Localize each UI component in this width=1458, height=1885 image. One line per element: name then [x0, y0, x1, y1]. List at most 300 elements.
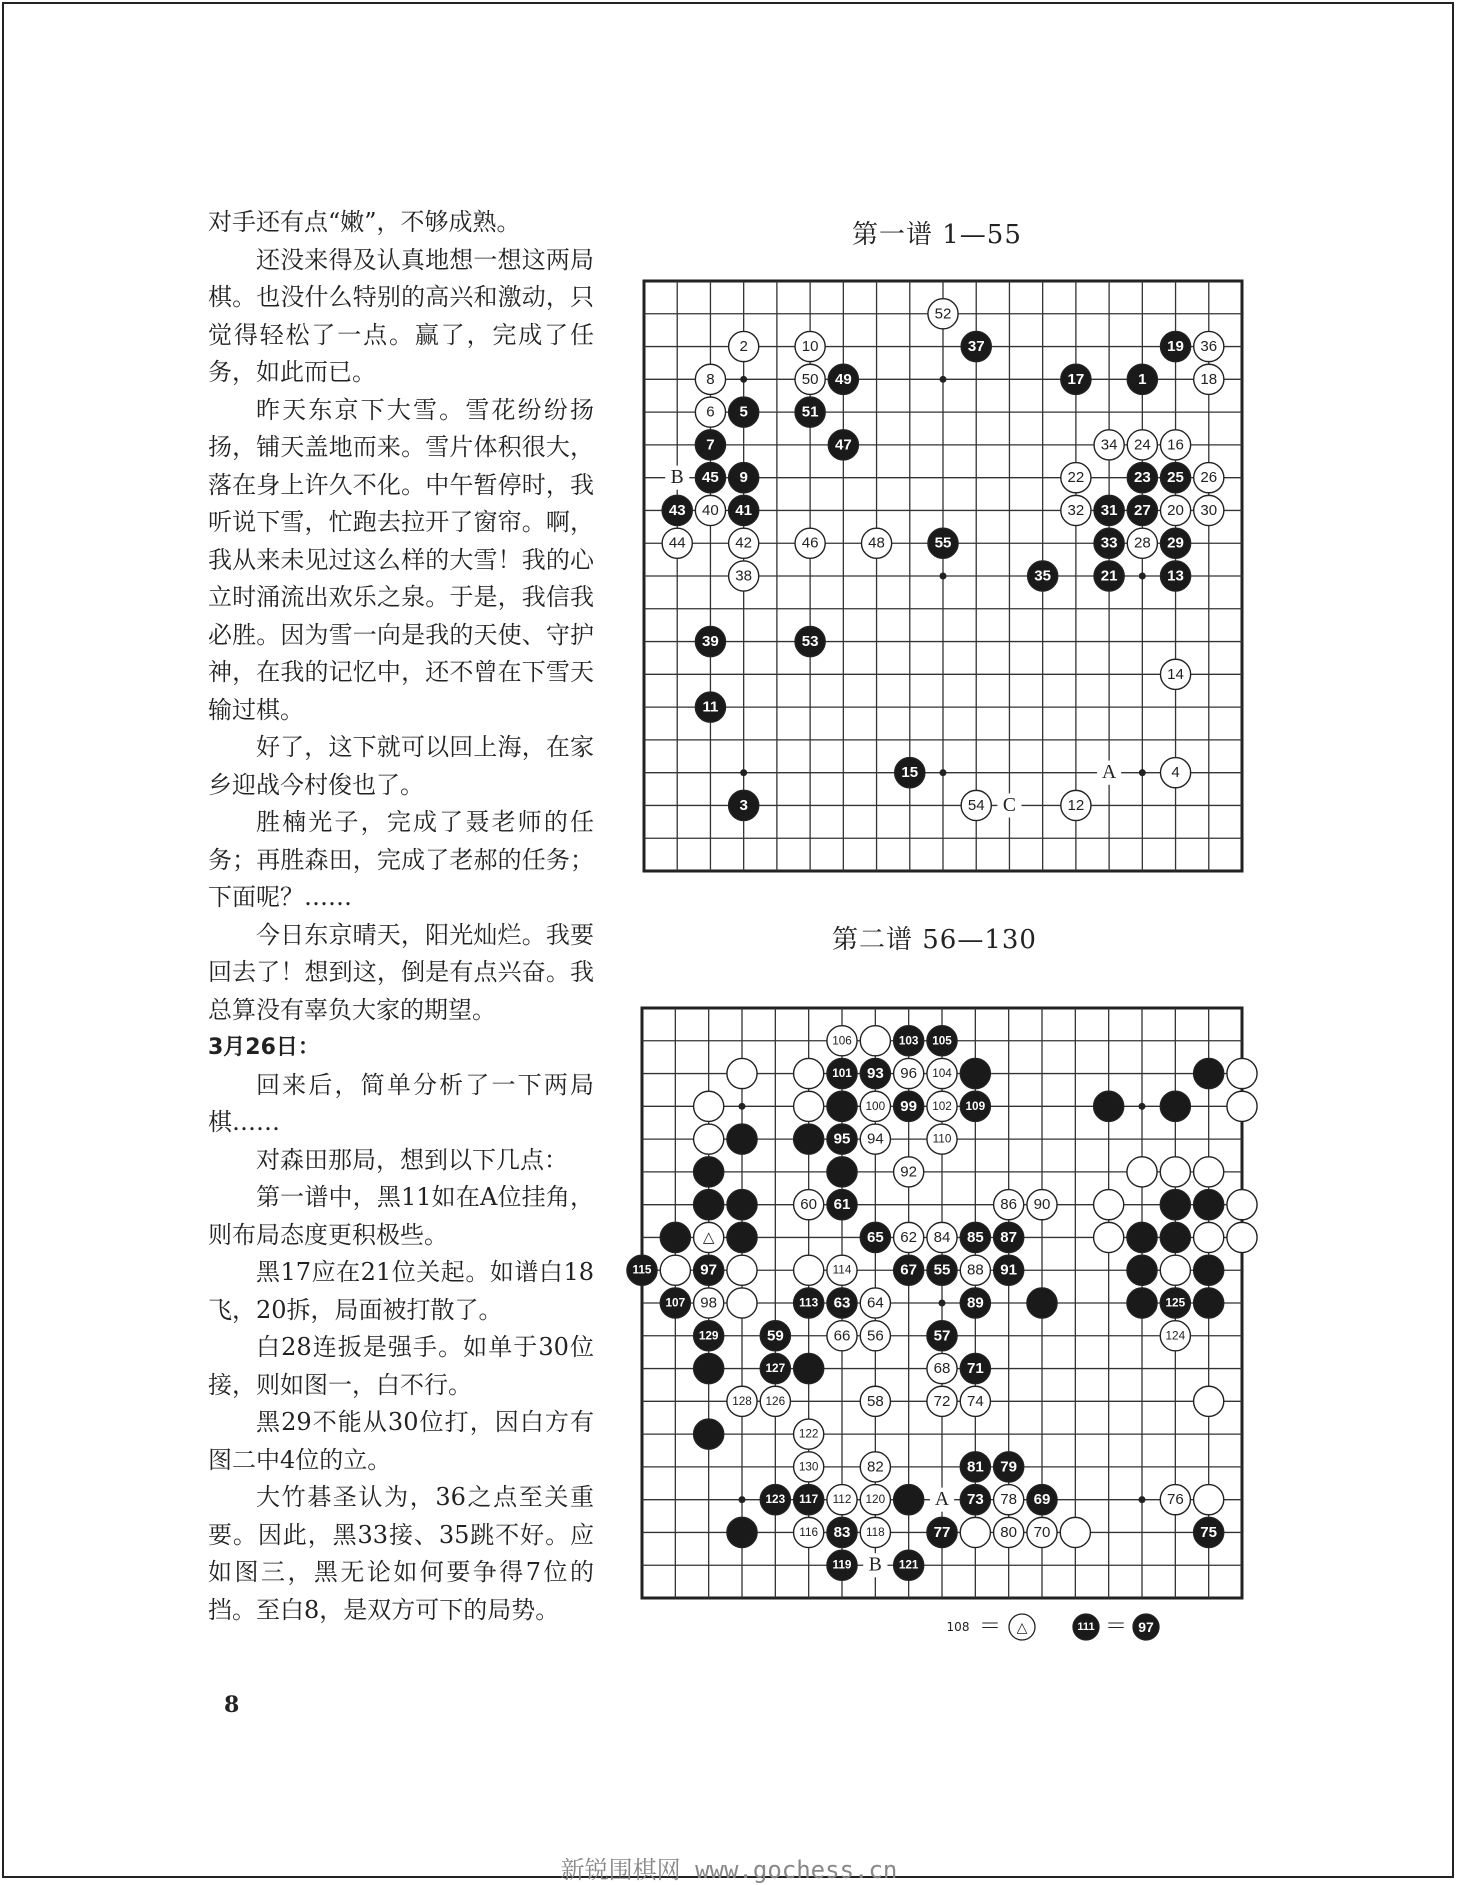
star-point	[939, 1300, 946, 1307]
white-stone	[795, 331, 825, 361]
star-point	[940, 376, 947, 383]
white-stone	[1160, 1255, 1190, 1285]
paragraph: 还没来得及认真地想一想这两局棋。也没什么特别的高兴和激动，只觉得轻松了一点。赢了，完成了任务，如此而已。	[208, 245, 594, 386]
white-stone	[1094, 1222, 1124, 1252]
move-number: 28	[1133, 534, 1151, 552]
move-number: 42	[735, 534, 753, 552]
star-point	[940, 573, 947, 580]
black-stone	[794, 1353, 824, 1383]
move-number: 87	[1000, 1228, 1018, 1246]
white-stone	[861, 528, 891, 558]
move-number: 59	[766, 1327, 784, 1345]
move-number: 35	[1034, 567, 1052, 585]
move-number: 106	[832, 1034, 852, 1048]
move-number: 55	[933, 1261, 951, 1279]
black-stone	[894, 1255, 924, 1285]
move-number: 97	[700, 1261, 718, 1279]
white-stone	[927, 1091, 957, 1121]
black-stone	[1061, 364, 1091, 394]
move-number: 52	[934, 305, 952, 323]
move-number: 120	[865, 1493, 886, 1507]
white-stone	[927, 1124, 957, 1154]
black-stone	[827, 1517, 857, 1547]
black-stone	[795, 626, 825, 656]
white-stone	[827, 1255, 857, 1285]
black-stone	[662, 495, 692, 525]
black-stone	[695, 626, 725, 656]
diagram1-title: 第一谱 1—55	[852, 220, 1022, 250]
black-stone	[960, 1485, 990, 1515]
move-number: 66	[833, 1327, 851, 1345]
white-stone	[927, 1386, 957, 1416]
white-stone	[1160, 1321, 1190, 1351]
move-number: 61	[833, 1196, 851, 1214]
black-stone	[1027, 1288, 1057, 1318]
black-stone	[729, 495, 759, 525]
white-stone	[1160, 430, 1190, 460]
move-number: 82	[866, 1458, 884, 1476]
move-number: 1	[1138, 370, 1147, 388]
white-stone	[660, 1255, 690, 1285]
marker-letter: A	[1102, 762, 1117, 784]
move-number: 53	[801, 633, 819, 651]
move-number: 78	[1000, 1491, 1018, 1509]
black-stone	[727, 1517, 757, 1547]
move-number: 18	[1200, 370, 1218, 388]
star-point	[740, 376, 747, 383]
marker-letter: A	[934, 1489, 950, 1511]
black-stone	[1194, 1288, 1224, 1318]
white-stone	[1094, 430, 1124, 460]
move-number: 93	[866, 1065, 884, 1083]
point-marker	[1097, 761, 1121, 785]
white-stone	[894, 1157, 924, 1187]
move-number: 126	[765, 1394, 786, 1408]
black-stone	[729, 790, 759, 820]
note-black-stone	[1073, 1614, 1099, 1640]
white-stone	[860, 1321, 890, 1351]
black-stone	[695, 463, 725, 493]
black-stone	[927, 1517, 957, 1547]
point-marker	[863, 1553, 887, 1577]
white-stone	[1194, 1157, 1224, 1187]
move-number: 17	[1067, 370, 1085, 388]
white-stone	[794, 1419, 824, 1449]
white-stone	[1160, 758, 1190, 788]
black-stone	[860, 1058, 890, 1088]
white-stone	[860, 1091, 890, 1121]
white-stone	[694, 1288, 724, 1318]
black-stone	[1127, 463, 1157, 493]
diagram2-board	[632, 1004, 1246, 1602]
move-number: 63	[833, 1294, 851, 1312]
black-stone	[794, 1124, 824, 1154]
star-point	[940, 769, 947, 776]
move-number: 33	[1100, 534, 1118, 552]
move-number: 56	[866, 1327, 884, 1345]
move-number: 21	[1100, 567, 1118, 585]
paragraph: 黑17应在21位关起。如谱白18飞，20拆，局面被打散了。	[208, 1258, 594, 1324]
black-stone	[1127, 1255, 1157, 1285]
white-stone	[694, 1124, 724, 1154]
white-stone	[860, 1452, 890, 1482]
black-stone	[760, 1321, 790, 1351]
move-number: 23	[1133, 469, 1151, 487]
move-number: 50	[801, 370, 819, 388]
move-number: 9	[739, 469, 748, 487]
note-label: 111	[1077, 1621, 1095, 1633]
move-number: 127	[765, 1362, 786, 1376]
move-number: 80	[1000, 1523, 1018, 1541]
black-stone	[827, 1288, 857, 1318]
white-stone	[860, 1485, 890, 1515]
black-stone	[860, 1222, 890, 1252]
move-number: 92	[900, 1163, 918, 1181]
star-point	[1139, 769, 1146, 776]
move-number: 60	[800, 1196, 818, 1214]
black-stone	[694, 1255, 724, 1285]
black-stone	[1160, 331, 1190, 361]
move-number: 57	[933, 1327, 951, 1345]
star-point	[1139, 573, 1146, 580]
black-stone	[795, 397, 825, 427]
move-number: 31	[1100, 501, 1118, 519]
black-stone	[894, 1550, 924, 1580]
date-heading: 3月26日：	[208, 1035, 320, 1060]
move-number: 8	[706, 370, 715, 388]
move-number: 48	[868, 534, 885, 552]
move-number: 76	[1166, 1491, 1184, 1509]
white-stone	[760, 1386, 790, 1416]
move-number: 72	[933, 1392, 951, 1410]
move-number: 109	[965, 1099, 986, 1113]
paragraph: 对手还有点“嫩”，不够成熟。	[208, 208, 521, 236]
black-stone	[1160, 561, 1190, 591]
black-stone	[1127, 364, 1157, 394]
move-number: 110	[932, 1132, 952, 1146]
black-stone	[695, 430, 725, 460]
black-stone	[1194, 1190, 1224, 1220]
white-stone	[694, 1222, 724, 1252]
move-number: 69	[1033, 1491, 1051, 1509]
move-number: 13	[1167, 567, 1184, 585]
black-stone	[994, 1452, 1024, 1482]
black-stone	[827, 1091, 857, 1121]
black-stone	[760, 1485, 790, 1515]
white-stone	[827, 1321, 857, 1351]
move-number: 38	[735, 567, 753, 585]
white-stone	[695, 397, 725, 427]
move-number: 105	[932, 1034, 952, 1048]
black-stone	[1194, 1517, 1224, 1547]
white-stone	[1160, 1157, 1190, 1187]
white-stone	[894, 1058, 924, 1088]
black-stone	[727, 1190, 757, 1220]
move-number: 96	[900, 1065, 918, 1083]
black-stone	[961, 331, 991, 361]
black-stone	[1027, 1485, 1057, 1515]
white-stone	[894, 1222, 924, 1252]
white-stone	[1160, 1485, 1190, 1515]
paragraph: 胜楠光子，完成了聂老师的任务；再胜森田，完成了老郝的任务；下面呢？……	[208, 808, 594, 911]
move-number: 45	[702, 469, 719, 487]
black-stone	[694, 1353, 724, 1383]
note-white-stone	[1009, 1614, 1035, 1640]
equals-sign: ＝	[978, 1614, 1002, 1640]
note-label: △	[1016, 1619, 1028, 1635]
move-number: 95	[833, 1130, 851, 1148]
equals-sign: ＝	[1104, 1614, 1128, 1640]
paragraph: 今日东京晴天，阳光灿烂。我要回去了！想到这，倒是有点兴奋。我总算没有辜负大家的期望。	[208, 920, 594, 1024]
black-stone	[1094, 561, 1124, 591]
black-stone	[827, 1124, 857, 1154]
move-number: 104	[932, 1067, 952, 1081]
white-stone	[1194, 364, 1224, 394]
move-number: 115	[632, 1263, 652, 1277]
black-stone	[727, 1124, 757, 1154]
white-stone	[1094, 1190, 1124, 1220]
white-stone	[727, 1255, 757, 1285]
white-stone	[794, 1255, 824, 1285]
move-number: 49	[834, 370, 852, 388]
move-number: 91	[1000, 1261, 1018, 1279]
move-number: 70	[1033, 1523, 1051, 1541]
white-stone	[727, 1058, 757, 1088]
marker-letter: B	[868, 1554, 882, 1576]
white-stone	[794, 1452, 824, 1482]
black-stone	[760, 1353, 790, 1383]
white-stone	[927, 1353, 957, 1383]
black-stone	[1127, 1288, 1157, 1318]
white-stone	[695, 495, 725, 525]
move-number: 14	[1167, 665, 1184, 683]
move-number: 16	[1167, 436, 1184, 454]
white-stone	[1194, 1485, 1224, 1515]
black-stone	[1194, 1255, 1224, 1285]
move-number: 85	[966, 1228, 984, 1246]
move-number: 112	[832, 1493, 852, 1507]
white-stone	[1194, 1222, 1224, 1252]
white-stone	[860, 1288, 890, 1318]
move-number: 19	[1167, 338, 1184, 356]
move-number: 119	[832, 1558, 852, 1572]
note-black-stone	[1133, 1614, 1159, 1640]
white-stone	[860, 1026, 890, 1056]
move-number: 123	[765, 1493, 786, 1507]
move-number: 11	[702, 698, 719, 716]
black-stone	[794, 1485, 824, 1515]
marker-letter: B	[670, 467, 684, 489]
black-stone	[827, 1550, 857, 1580]
move-number: 7	[706, 436, 715, 454]
move-number: 34	[1100, 436, 1118, 454]
move-number: 10	[801, 338, 819, 356]
black-stone	[960, 1222, 990, 1252]
star-point	[740, 769, 747, 776]
note-label: 97	[1138, 1619, 1154, 1635]
move-number: 64	[866, 1294, 884, 1312]
black-stone	[894, 1026, 924, 1056]
move-number: 30	[1200, 501, 1218, 519]
move-number: 100	[865, 1099, 886, 1113]
move-number: 98	[700, 1294, 718, 1312]
star-point	[739, 1103, 746, 1110]
black-stone	[694, 1321, 724, 1351]
paragraph: 好了，这下就可以回上海，在家乡迎战今村俊也了。	[208, 733, 594, 799]
black-stone	[1094, 1091, 1124, 1121]
move-number: 114	[832, 1263, 852, 1277]
move-number: 116	[799, 1525, 819, 1539]
black-stone	[894, 1091, 924, 1121]
move-number: 47	[834, 436, 852, 454]
paragraph: 回来后，简单分析了一下两局棋……	[208, 1070, 594, 1136]
white-stone	[1060, 1517, 1090, 1547]
white-stone	[1227, 1091, 1257, 1121]
white-stone	[860, 1124, 890, 1154]
white-stone	[1194, 495, 1224, 525]
black-stone	[994, 1222, 1024, 1252]
white-stone	[1127, 430, 1157, 460]
move-number: 36	[1200, 338, 1218, 356]
white-stone	[794, 1190, 824, 1220]
white-stone	[994, 1485, 1024, 1515]
diagram2-notes	[944, 1610, 1184, 1644]
black-stone	[727, 1222, 757, 1252]
black-stone	[827, 1157, 857, 1187]
white-stone	[827, 1026, 857, 1056]
book-page	[2, 2, 1454, 1878]
paragraph: 对森田那局，想到以下几点：	[256, 1145, 568, 1174]
move-number: 37	[967, 338, 985, 356]
white-stone	[1127, 528, 1157, 558]
black-stone	[960, 1353, 990, 1383]
white-stone	[795, 364, 825, 394]
move-number: 101	[832, 1067, 852, 1081]
move-number: 55	[934, 534, 952, 552]
diagram2-title: 第二谱 56—130	[832, 925, 1037, 955]
move-number: 113	[799, 1296, 819, 1310]
black-stone	[828, 364, 858, 394]
black-stone	[1160, 1288, 1190, 1318]
star-point	[1139, 1103, 1146, 1110]
move-number: 12	[1067, 796, 1085, 814]
white-stone	[1061, 790, 1091, 820]
black-stone	[1094, 495, 1124, 525]
move-number: 71	[966, 1360, 984, 1378]
move-number: 81	[966, 1458, 984, 1476]
move-number: 32	[1067, 501, 1085, 519]
move-number: 51	[801, 403, 819, 421]
move-number: 54	[967, 796, 985, 814]
move-number: 75	[1200, 1523, 1218, 1541]
move-number: 73	[966, 1491, 984, 1509]
text-column	[208, 204, 594, 1629]
white-stone	[1127, 1157, 1157, 1187]
white-stone	[961, 790, 991, 820]
white-stone	[727, 1288, 757, 1318]
black-stone	[1127, 495, 1157, 525]
move-number: 90	[1033, 1196, 1051, 1214]
move-number: 89	[966, 1294, 984, 1312]
move-number: 2	[739, 338, 748, 356]
move-number: 24	[1133, 436, 1151, 454]
black-stone	[1160, 1222, 1190, 1252]
page-number: 8	[224, 1692, 240, 1718]
black-stone	[695, 692, 725, 722]
black-stone	[1127, 1222, 1157, 1252]
white-stone	[927, 1058, 957, 1088]
black-stone	[960, 1452, 990, 1482]
white-stone	[1061, 463, 1091, 493]
star-point	[739, 1496, 746, 1503]
white-stone	[695, 364, 725, 394]
black-stone	[1160, 1190, 1190, 1220]
black-stone	[729, 397, 759, 427]
white-stone	[794, 1058, 824, 1088]
move-number: 65	[866, 1228, 884, 1246]
move-number: 102	[932, 1099, 952, 1113]
black-stone	[1094, 528, 1124, 558]
move-number: 46	[801, 534, 819, 552]
diagram1-board	[640, 277, 1246, 875]
black-stone	[960, 1091, 990, 1121]
white-stone	[1227, 1058, 1257, 1088]
move-number: 5	[739, 403, 748, 421]
black-stone	[927, 1255, 957, 1285]
black-stone	[828, 430, 858, 460]
white-stone	[1027, 1517, 1057, 1547]
move-number: 41	[735, 501, 753, 519]
white-stone	[1061, 495, 1091, 525]
black-stone	[1194, 1058, 1224, 1088]
white-stone	[694, 1091, 724, 1121]
black-stone	[960, 1058, 990, 1088]
move-number: 43	[668, 501, 686, 519]
paragraph: 白28连扳是强手。如单于30位接，则如图一，白不行。	[208, 1333, 594, 1399]
white-stone	[729, 528, 759, 558]
black-stone	[694, 1419, 724, 1449]
move-number: 118	[865, 1525, 885, 1539]
white-stone	[794, 1091, 824, 1121]
black-stone	[660, 1222, 690, 1252]
move-number: 79	[1000, 1458, 1018, 1476]
black-stone	[1160, 1091, 1190, 1121]
white-stone	[827, 1485, 857, 1515]
move-number: 124	[1165, 1329, 1186, 1343]
black-stone	[627, 1255, 657, 1285]
move-number: 94	[866, 1130, 884, 1148]
white-stone	[727, 1386, 757, 1416]
white-stone	[960, 1255, 990, 1285]
star-point	[1139, 1496, 1146, 1503]
white-stone	[1227, 1222, 1257, 1252]
move-number: 4	[1171, 764, 1180, 782]
point-marker	[665, 466, 689, 490]
move-number: 44	[668, 534, 686, 552]
move-number: 84	[933, 1228, 951, 1246]
black-stone	[994, 1255, 1024, 1285]
move-number: 20	[1167, 501, 1184, 519]
move-number: 62	[900, 1228, 918, 1246]
move-number: 29	[1167, 534, 1184, 552]
move-number: 129	[698, 1329, 719, 1343]
move-number: 128	[732, 1394, 752, 1408]
move-number: 86	[1000, 1196, 1018, 1214]
black-stone	[827, 1058, 857, 1088]
move-number: 27	[1133, 501, 1151, 519]
move-number: 40	[702, 501, 719, 519]
black-stone	[660, 1288, 690, 1318]
